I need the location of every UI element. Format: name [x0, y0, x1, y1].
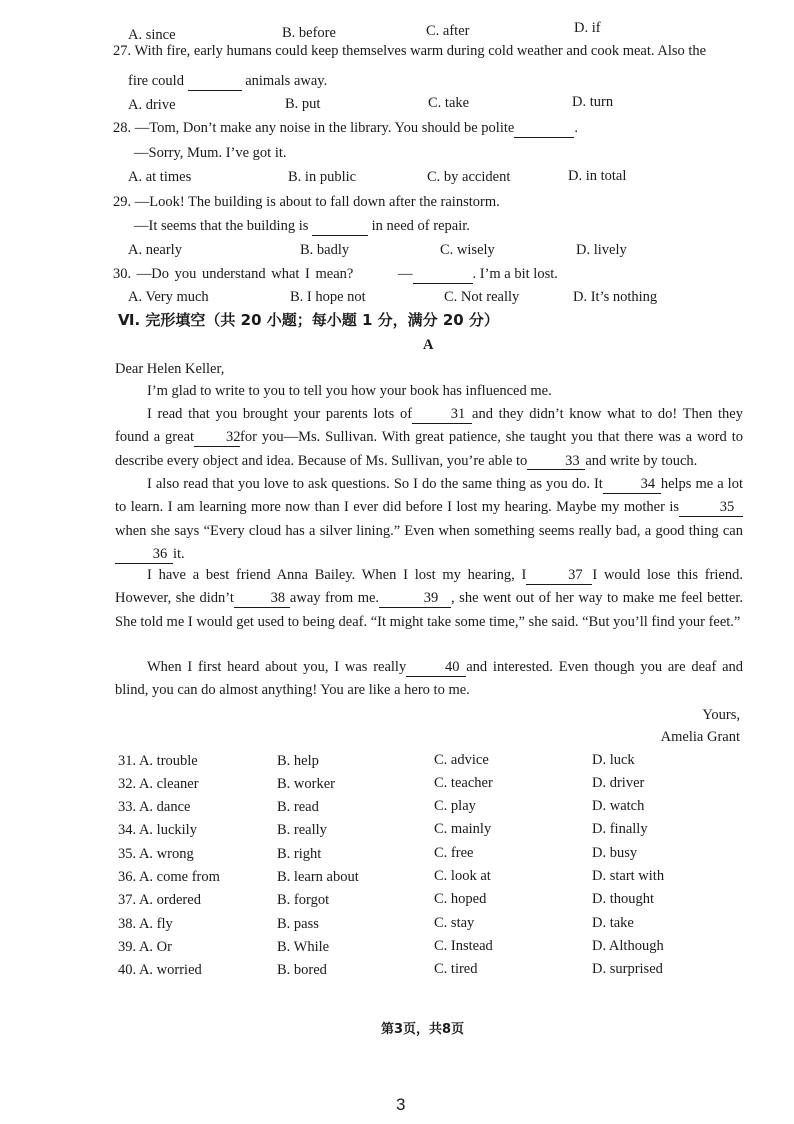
q30-option-d: D. It’s nothing — [573, 289, 658, 305]
q29-option-c: C. wisely — [440, 242, 495, 258]
q28-option-d: D. in total — [568, 168, 627, 184]
letter-closing: Yours, — [702, 707, 740, 723]
q27-option-a: A. drive — [128, 97, 176, 113]
option-cell: 37. A. ordered — [118, 892, 201, 908]
option-cell: D. finally — [592, 821, 648, 837]
blank-39: 39 — [379, 591, 451, 608]
q29-option-d: D. lively — [576, 242, 627, 258]
option-cell: 39. A. Or — [118, 939, 172, 955]
section-title: Ⅵ. 完形填空（共 20 小题；每小题 1 分，满分 20 分） — [118, 311, 499, 329]
q29-blank — [312, 219, 368, 236]
option-cell: B. worker — [277, 776, 335, 792]
q28-reply: —Sorry, Mum. I’ve got it. — [134, 145, 287, 161]
blank-32: 32 — [194, 430, 240, 447]
q29-stem: 29. —Look! The building is about to fall down after the rainstorm. — [113, 194, 500, 210]
option-cell: 40. A. worried — [118, 962, 202, 978]
option-cell: C. hoped — [434, 891, 487, 907]
q28-blank — [514, 121, 574, 138]
option-cell: 32. A. cleaner — [118, 776, 199, 792]
option-cell: 35. A. wrong — [118, 846, 194, 862]
blank-33: 33 — [527, 454, 585, 471]
option-cell: C. look at — [434, 868, 491, 884]
option-cell: C. teacher — [434, 775, 493, 791]
option-cell: B. pass — [277, 916, 319, 932]
passage-label: A — [423, 337, 434, 353]
option-cell: D. driver — [592, 775, 645, 791]
option-cell: C. stay — [434, 915, 475, 931]
blank-40: 40 — [406, 660, 466, 677]
blank-34: 34 — [603, 477, 661, 494]
option-cell: 31. A. trouble — [118, 753, 198, 769]
q30-option-c: C. Not really — [444, 289, 520, 305]
page-number: 3 — [396, 1095, 406, 1114]
q28-option-a: A. at times — [128, 169, 192, 185]
letter-signature: Amelia Grant — [660, 729, 740, 745]
q30-option-a: A. Very much — [128, 289, 209, 305]
option-cell: D. thought — [592, 891, 655, 907]
option-cell: B. really — [277, 822, 327, 838]
blank-37: 37 — [526, 568, 592, 585]
q29-reply: —It seems that the building is in need of repair. — [134, 218, 470, 234]
option-cell: D. Although — [592, 938, 664, 954]
q27-blank — [188, 74, 242, 91]
q27-option-c: C. take — [428, 95, 470, 111]
q27-stem: 27. With fire, early humans could keep themselves warm during cold weather and cook meat. Also the — [113, 43, 707, 59]
q30-stem: 30. —Do you understand what I mean? — [113, 266, 354, 282]
letter-paragraph-3: I also read that you love to ask questions. So I do the same thing as you do. It 34 helps me a lot to learn. I am learning more now than I ever did before I lost my hearing. Maybe my mother is 35when she says “Every cloud has a silver lining.” Even when something seems really bad, a good thing can36 it. — [115, 476, 743, 563]
q29-option-a: A. nearly — [128, 242, 182, 258]
option-cell: D. watch — [592, 798, 645, 814]
q27-stem-cont: fire could animals away. — [128, 73, 328, 89]
option-cell: B. While — [277, 939, 330, 955]
option-cell: D. busy — [592, 845, 638, 861]
letter-paragraph-5: When I first heard about you, I was really 40 and interested. Even though you are deaf and blind, you can do almost anything! You are like a hero to me. — [115, 659, 743, 699]
q26-option-b: B. before — [282, 25, 336, 41]
option-cell: 33. A. dance — [118, 799, 191, 815]
option-cell: D. take — [592, 915, 634, 931]
option-cell: B. read — [277, 799, 319, 815]
option-cell: C. mainly — [434, 821, 492, 837]
option-cell: C. advice — [434, 752, 489, 768]
q26-option-d: D. if — [574, 20, 601, 36]
option-cell: B. right — [277, 846, 322, 862]
q28-option-b: B. in public — [288, 169, 357, 185]
option-cell: D. surprised — [592, 961, 663, 977]
option-cell: B. help — [277, 753, 319, 769]
option-cell: 34. A. luckily — [118, 822, 197, 838]
option-cell: B. bored — [277, 962, 327, 978]
option-cell: C. play — [434, 798, 476, 814]
option-cell: 38. A. fly — [118, 916, 173, 932]
option-cell: C. free — [434, 845, 474, 861]
option-cell: D. luck — [592, 752, 635, 768]
q27-option-d: D. turn — [572, 94, 614, 110]
option-cell: C. Instead — [434, 938, 493, 954]
blank-38: 38 — [234, 591, 290, 608]
blank-35: 35 — [679, 500, 743, 517]
q29-option-b: B. badly — [300, 242, 350, 258]
letter-paragraph-1: I’m glad to write to you to tell you how your book has influenced me. — [147, 383, 552, 399]
option-cell: B. learn about — [277, 869, 359, 885]
q28-option-c: C. by accident — [427, 169, 511, 185]
q26-option-c: C. after — [426, 23, 470, 39]
blank-36: 36 — [115, 547, 173, 564]
option-cell: D. start with — [592, 868, 665, 884]
q30-reply: — . I’m a bit lost. — [398, 266, 558, 282]
option-cell: C. tired — [434, 961, 478, 977]
q30-blank — [413, 267, 473, 284]
q30-option-b: B. I hope not — [290, 289, 366, 305]
letter-paragraph-2: I read that you brought your parents lots of 31 and they didn’t know what to do! Then they found a great 32for you—Ms. Sullivan. With great patience, she taught you that there was a word to describe every object and idea. Because of Ms. Sullivan, you’re able to 33 and write by touch. — [115, 406, 743, 469]
q28-stem: 28. —Tom, Don’t make any noise in the library. You should be polite . — [113, 120, 578, 136]
option-cell: 36. A. come from — [118, 869, 220, 885]
option-cell: B. forgot — [277, 892, 330, 908]
letter-salutation: Dear Helen Keller, — [115, 361, 225, 377]
q27-option-b: B. put — [285, 96, 321, 112]
page-footer: 第3页，共8页 — [381, 1022, 465, 1037]
q26-option-a: A. since — [128, 27, 176, 43]
blank-31: 31 — [412, 407, 472, 424]
letter-paragraph-4: I have a best friend Anna Bailey. When I lost my hearing, I 37 I would lose this friend. However, she didn’t 38 away from me. 39 , she went out of her way to make me feel better. She told me I would get used to being deaf. “It might take some time,” she said. “But you’ll find your feet.” — [115, 567, 743, 630]
